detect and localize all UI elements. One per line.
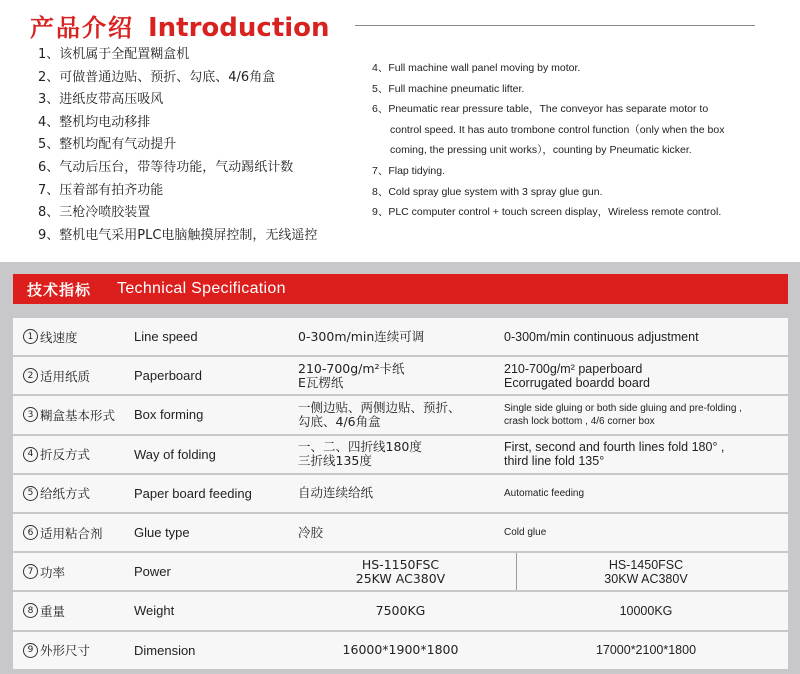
spec-header-en: Technical Specification	[117, 280, 286, 297]
row-number	[23, 436, 39, 473]
row-number	[23, 318, 39, 355]
list-item: 6、Pneumatic rear pressure table，The conveyor has separate motor to	[372, 103, 709, 116]
value-line: 0-300m/min连续可调	[298, 328, 425, 344]
value-line: 17000*2100*1800	[595, 643, 697, 658]
row-value-cn	[298, 592, 503, 629]
value-line: 210-700g/m² paperboard	[504, 361, 643, 376]
row-label-cn: 折反方式	[40, 447, 91, 463]
value-line: Automatic feeding	[504, 487, 585, 499]
row-number-badge: 2	[23, 368, 38, 383]
value-line: 25KW AC380V	[355, 570, 446, 586]
value-line: 7500KG	[375, 602, 426, 618]
intro-cn-list	[38, 44, 368, 247]
row-value-cn	[298, 436, 503, 473]
spec-header-cn: 技术指标	[27, 280, 92, 299]
list-item: 7、Flap tidying.	[372, 164, 445, 177]
row-value-cn	[298, 475, 503, 512]
intro-divider	[355, 25, 755, 26]
table-row	[13, 514, 788, 551]
row-number	[23, 592, 39, 629]
row-label-en: Way of folding	[134, 446, 216, 462]
value-line: Cold glue	[504, 527, 547, 539]
row-number-badge: 9	[23, 643, 38, 658]
list-item: 1、该机属于全配置糊盒机	[38, 47, 190, 62]
row-number-badge: 7	[23, 564, 38, 579]
row-label-cn: 给纸方式	[40, 486, 91, 502]
value-line: crash lock bottom , 4/6 corner box	[504, 415, 655, 427]
list-item: 8、三枪冷喷胶装置	[38, 205, 151, 221]
row-value-en	[504, 514, 788, 551]
row-label-cn: 功率	[40, 564, 66, 580]
list-item: 2、可做普通边贴、预折、勾底、4/6角盒	[38, 69, 276, 85]
row-value-cn	[298, 553, 503, 590]
row-number-badge: 5	[23, 486, 38, 501]
value-line: 30KW AC380V	[604, 571, 688, 586]
row-value-cn	[298, 514, 503, 551]
value-line: 10000KG	[619, 603, 673, 618]
list-item: 8、Cold spray glue system with 3 spray glue gun.	[372, 185, 603, 198]
list-item: 4、整机均电动移排	[38, 114, 151, 130]
list-item: 3、进纸皮带高压吸风	[38, 92, 164, 108]
value-line: E瓦楞纸	[298, 374, 344, 390]
row-label-en: Weight	[134, 603, 175, 619]
row-value-cn	[298, 396, 503, 433]
row-label-en: Dimension	[134, 642, 196, 658]
row-value-cn	[298, 318, 503, 355]
value-line: First, second and fourth lines fold 180° ,	[504, 440, 725, 455]
intro-title	[30, 8, 330, 43]
row-label-en: Line speed	[134, 329, 198, 345]
value-line: 一侧边贴、两侧边贴、预折、	[298, 399, 461, 415]
row-number	[23, 632, 39, 669]
row-number-badge: 8	[23, 603, 38, 618]
list-item: 4、Full machine wall panel moving by motor.	[372, 62, 581, 74]
table-row	[13, 436, 788, 473]
row-number-badge: 1	[23, 329, 38, 344]
row-value-en	[504, 436, 788, 473]
table-row	[13, 592, 788, 629]
value-line: 勾底、4/6角盒	[298, 413, 381, 429]
row-value-cn	[298, 357, 503, 394]
row-label-cn: 重量	[40, 603, 66, 619]
table-row	[13, 357, 788, 394]
table-row	[13, 632, 788, 669]
value-line: 冷胶	[298, 524, 324, 540]
list-item: 6、气动后压台，带等待功能，气动踢纸计数	[38, 159, 294, 175]
value-line: 一、二、四折线180度	[298, 439, 422, 455]
value-line: third line fold 135°	[504, 454, 605, 469]
value-line: Single side gluing or both side gluing and pre-folding ,	[504, 402, 742, 414]
table-row	[13, 396, 788, 433]
list-item: 9、整机电气采用PLC电脑触摸屏控制，无线遥控	[38, 227, 318, 243]
list-item: 5、整机均配有气动提升	[38, 137, 177, 153]
value-line: 0-300m/min continuous adjustment	[504, 329, 699, 344]
value-line: 210-700g/m²卡纸	[298, 360, 405, 376]
row-value-en	[504, 632, 788, 669]
row-value-en	[504, 475, 788, 512]
row-label-en: Paper board feeding	[134, 485, 252, 501]
list-item: coming, the pressing unit works），counting by Pneumatic kicker.	[390, 144, 692, 157]
row-label-cn: 适用纸质	[40, 368, 91, 384]
spec-table	[13, 318, 788, 671]
row-label-cn: 适用粘合剂	[40, 525, 103, 541]
row-number	[23, 514, 39, 551]
value-line: 三折线135度	[298, 453, 372, 469]
value-line: HS-1450FSC	[608, 557, 684, 572]
row-number	[23, 553, 39, 590]
row-label-cn: 线速度	[40, 329, 78, 345]
row-value-en	[504, 318, 788, 355]
row-value-en	[504, 592, 788, 629]
spec-header	[13, 274, 788, 304]
value-line: 16000*1900*1800	[342, 642, 459, 658]
list-item: 7、压着部有拍齐功能	[38, 182, 164, 198]
intro-title-en: Introduction	[148, 13, 330, 43]
row-value-cn	[298, 632, 503, 669]
value-line: HS-1150FSC	[361, 556, 440, 572]
list-item: 9、PLC computer control + touch screen display，Wireless remote control.	[372, 206, 722, 219]
row-value-en	[504, 357, 788, 394]
table-row	[13, 475, 788, 512]
row-value-en	[504, 396, 788, 433]
row-number	[23, 396, 39, 433]
row-number-badge: 4	[23, 447, 38, 462]
intro-en-list	[372, 58, 792, 223]
row-number-badge: 3	[23, 407, 38, 422]
row-number-badge: 6	[23, 525, 38, 540]
list-item: control speed. It has auto trombone control function（only when the box	[390, 123, 725, 136]
table-row	[13, 318, 788, 355]
row-number	[23, 475, 39, 512]
row-label-en: Paperboard	[134, 368, 202, 384]
row-label-en: Power	[134, 564, 171, 580]
list-item: 5、Full machine pneumatic lifter.	[372, 82, 525, 95]
row-label-cn: 外形尺寸	[40, 643, 91, 659]
intro-title-cn: 产品介绍	[30, 14, 134, 42]
row-number	[23, 357, 39, 394]
value-line: Ecorrugated boardd board	[504, 375, 650, 390]
row-label-en: Box forming	[134, 407, 204, 423]
table-row	[13, 553, 788, 590]
column-divider	[516, 553, 517, 590]
row-label-en: Glue type	[134, 525, 190, 541]
row-value-en	[504, 553, 788, 590]
value-line: 自动连续给纸	[298, 485, 374, 501]
row-label-cn: 糊盒基本形式	[40, 407, 116, 423]
